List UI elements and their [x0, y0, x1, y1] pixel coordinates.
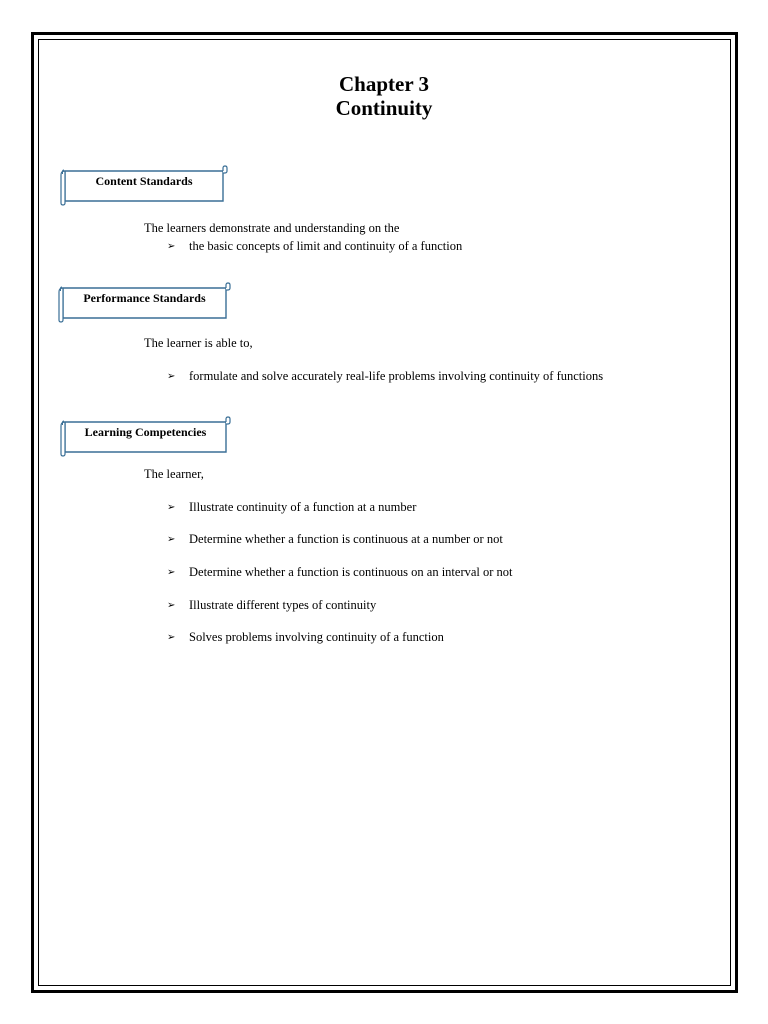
list-item-text: Illustrate different types of continuity	[189, 598, 377, 612]
arrow-bullet-icon: ➢	[167, 632, 176, 643]
content-standards-banner	[59, 166, 229, 198]
list-item-text: the basic concepts of limit and continuity of a function	[189, 239, 463, 253]
section-intro: The learners demonstrate and understanding on the	[144, 221, 400, 235]
arrow-bullet-icon: ➢	[167, 502, 176, 513]
arrow-bullet-icon: ➢	[167, 534, 176, 545]
arrow-bullet-icon: ➢	[167, 600, 176, 611]
banner-label: Content Standards	[95, 174, 193, 188]
list-item-text: Determine whether a function is continuous on an interval or not	[189, 565, 513, 579]
banner-label: Learning Competencies	[84, 425, 207, 439]
arrow-bullet-icon: ➢	[167, 567, 176, 578]
list-item-text: Determine whether a function is continuous at a number or not	[189, 532, 503, 546]
banner-label: Performance Standards	[83, 291, 206, 305]
list-item-text: formulate and solve accurately real-life problems involving continuity of functions	[189, 369, 604, 383]
section-intro: The learner is able to,	[144, 336, 253, 350]
arrow-bullet-icon: ➢	[167, 371, 176, 382]
chapter-number: Chapter 3	[338, 72, 430, 96]
performance-standards-banner	[57, 283, 232, 315]
arrow-bullet-icon: ➢	[167, 241, 176, 252]
learning-competencies-banner	[59, 417, 232, 449]
chapter-title: Continuity	[335, 96, 433, 120]
list-item-text: Solves problems involving continuity of a function	[189, 630, 444, 644]
section-intro: The learner,	[144, 467, 204, 481]
list-item-text: Illustrate continuity of a function at a number	[189, 500, 417, 514]
